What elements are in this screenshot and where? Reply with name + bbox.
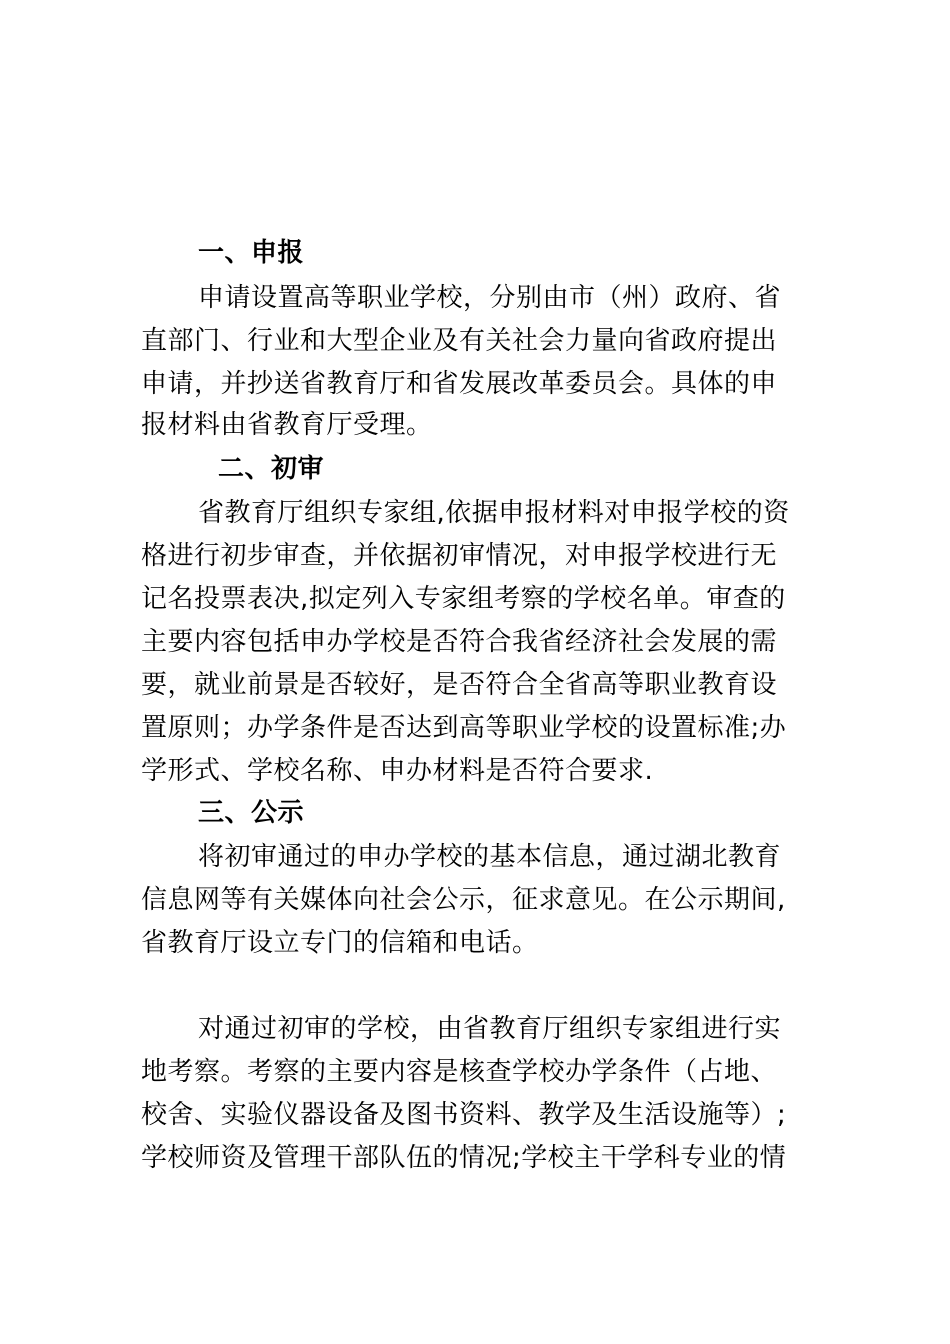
paragraph-line: 主要内容包括申办学校是否符合我省经济社会发展的需 — [141, 627, 778, 657]
paragraph-line: 学形式、学校名称、申办材料是否符合要求. — [141, 756, 654, 786]
paragraph-line: 信息网等有关媒体向社会公示，征求意见。在公示期间, — [141, 885, 786, 915]
paragraph-line: 要，就业前景是否较好，是否符合全省高等职业教育设 — [141, 670, 778, 700]
paragraph-line: 地考察。考察的主要内容是核查学校办学条件（占地、 — [141, 1057, 778, 1087]
section-heading-1: 一、申报 — [198, 238, 305, 268]
paragraph-line: 直部门、行业和大型企业及有关社会力量向省政府提出 — [141, 326, 778, 356]
paragraph-line: 省教育厅设立专门的信箱和电话。 — [141, 928, 539, 958]
paragraph-line: 对通过初审的学校，由省教育厅组织专家组进行实 — [198, 1014, 782, 1044]
paragraph-line: 置原则；办学条件是否达到高等职业学校的设置标准;办 — [141, 713, 787, 743]
paragraph-line: 省教育厅组织专家组,依据申报材料对申报学校的资 — [198, 498, 790, 528]
paragraph-line: 报材料由省教育厅受理。 — [141, 410, 433, 440]
section-heading-2: 二、初审 — [218, 454, 325, 484]
paragraph-line: 学校师资及管理干部队伍的情况;学校主干学科专业的情 — [141, 1143, 787, 1173]
section-heading-3: 三、公示 — [198, 798, 305, 828]
paragraph-line: 将初审通过的申办学校的基本信息，通过湖北教育 — [198, 842, 782, 872]
paragraph-line: 申请，并抄送省教育厅和省发展改革委员会。具体的申 — [141, 369, 778, 399]
paragraph-line: 格进行初步审查，并依据初审情况，对申报学校进行无 — [141, 541, 778, 571]
paragraph-line: 校舍、实验仪器设备及图书资料、教学及生活设施等）; — [141, 1100, 787, 1130]
paragraph-line: 申请设置高等职业学校，分别由市（州）政府、省 — [198, 283, 782, 313]
paragraph-line: 记名投票表决,拟定列入专家组考察的学校名单。审查的 — [141, 584, 786, 614]
